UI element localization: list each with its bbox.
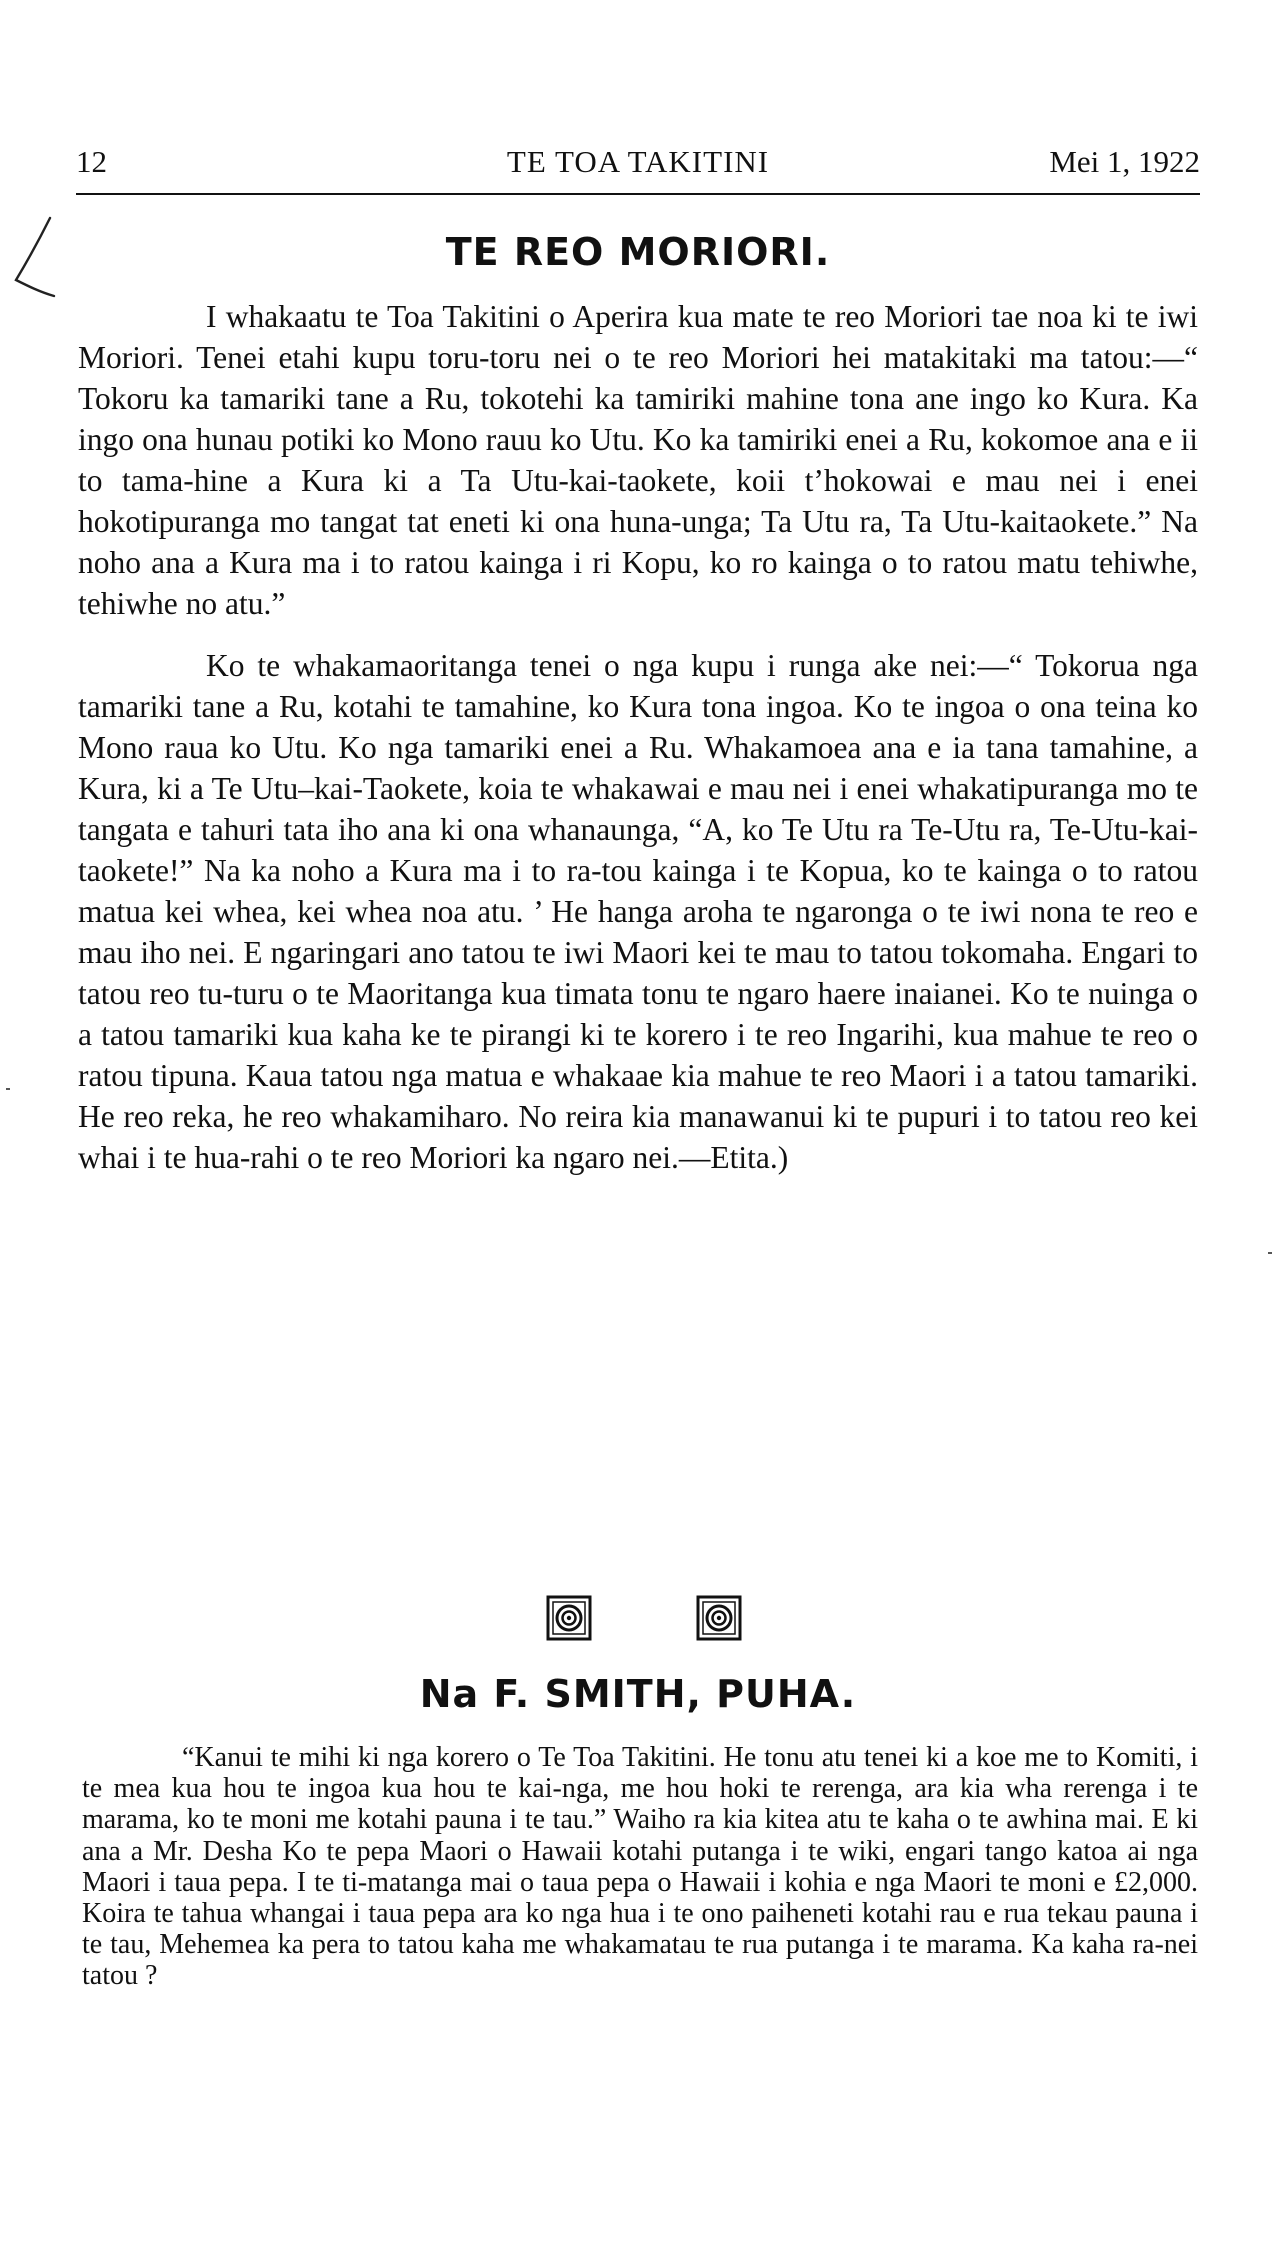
article-body <box>78 296 1198 1178</box>
handwritten-tick-icon <box>6 216 60 298</box>
spiral-ornament-icon <box>696 1595 742 1641</box>
header-rule <box>76 193 1200 195</box>
paragraph: I whakaatu te Toa Takitini o Aperira kua mate te reo Moriori tae noa ki te iwi Moriori. Tenei etahi kupu toru-toru nei o te reo Moriori hei matakitaki ma tatou:—“ Tokoru ka tamariki tane a Ru, tokotehi ka tamiriki mahine tona ane ingo ko Kura. Ka ingo ona hunau potiki ko Mono rauu ko Utu. Ko ka tamiriki enei a Ru, kokomoe ana e ii to tama-hine a Kura ki a Ta Utu-kai-taokete, koii t’hokowai e mau nei i enei hokotipuranga mo tangat tat eneti ki ona huna-unga; Ta Utu ra, Ta Utu-kaitaokete.” Na noho ana a Kura ma i to ratou kainga i ri Kopu, ko ro kainga o to ratou matu tehiwhe, tehiwhe no atu.” <box>78 299 1198 621</box>
margin-speck <box>1268 1252 1272 1254</box>
article-title: TE REO MORIORI. <box>445 230 831 274</box>
running-head <box>76 140 1200 184</box>
article-title: Na F. SMITH, PUHA. <box>419 1672 857 1716</box>
margin-speck <box>6 1088 10 1090</box>
paragraph: Ko te whakamaoritanga tenei o nga kupu i runga ake nei:—“ Tokorua nga tamariki tane a Ru, kotahi te tamahine, ko Kura tona ingoa. Ko te ingoa o ona teina ko Mono raua ko Utu. Ko nga tamariki enei a Ru. Whakamoea ana e ia tana tamahine, a Kura, ki a Te Utu–kai-Taokete, koia te whakawai e mau nei i enei whakatipuranga mo te tangata e tahuri tata iho ana ki ona whanaunga, “A, ko Te Utu ra Te-Utu ra, Te-Utu-kai-taokete!” Na ka noho a Kura ma i to ra-tou kainga i te Kopua, ko te kainga o to ratou matua kei whea, kei whea noa atu. ’ He hanga aroha te ngaronga o te iwi nona te reo e mau iho nei. E ngaringari ano tatou te iwi Maori kei te mau to tatou tokomaha. Engari to tatou reo tu-turu o te Maoritanga kua timata tonu te ngaro haere inaianei. Ko te nuinga o a tatou tamariki kua kaha ke te pirangi ki te korero i te reo Ingarihi, kua mahue te reo o ratou tipuna. Kaua tatou nga matua e whakaae kia mahue te reo Maori i a tatou tamariki. He reo reka, he reo whakamiharo. No reira kia manawanui ki te pupuri i to tatou reo kei whai i te hua-rahi o te reo Moriori ka ngaro nei.—Etita.) <box>78 648 1198 1175</box>
journal-title: TE TOA TAKITINI <box>506 144 770 179</box>
paragraph: “Kanui te mihi ki nga korero o Te Toa Takitini. He tonu atu tenei ki a koe me to Komiti, i te mea kua hou te ingoa kua hou te kai-nga, me hou hoki te rerenga, ara kia wha rerenga i te marama, ko te moni me kotahi pauna i te tau.” Waiho ra kia kitea atu te kaha o te awhina mai. E ki ana a Mr. Desha Ko te pepa Maori o Hawaii kotahi putanga i te wiki, engari tango katoa ai nga Maori i taua pepa. I te ti-matanga mai o taua pepa o Hawaii i kohia e nga Maori te moni e £2,000. Koira te tahua whangai i taua pepa ara ko nga hua i te ono paiheneti kotahi rau e rua tekau pauna i te tau, Mehemea ka pera to tatou kaha me whakamatau te rua putanga i te marama. Ka kaha ra-nei tatou ? <box>82 1742 1198 1992</box>
section-divider <box>0 1595 1280 1643</box>
page-number: 12 <box>76 144 107 179</box>
issue-date: Mei 1, 1922 <box>1049 144 1200 179</box>
article-body <box>82 1742 1198 1992</box>
spiral-ornament-icon <box>546 1595 592 1641</box>
